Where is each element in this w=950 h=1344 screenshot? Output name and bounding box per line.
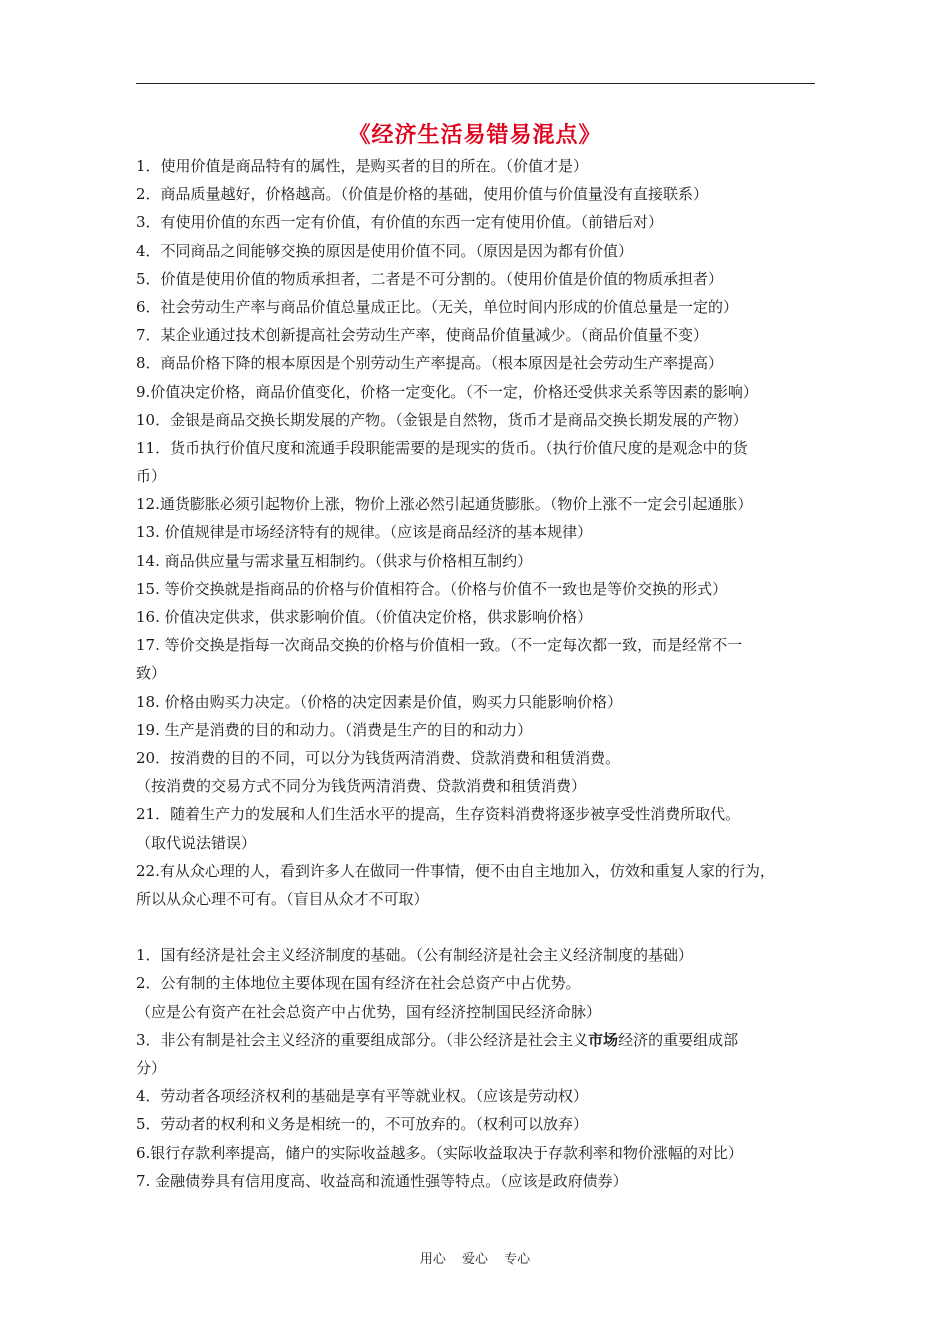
line-start: 3．非公有制是社会主义经济的重要组成部分。（非公经济是社会主义	[136, 1030, 589, 1049]
text-line: 11．货币执行价值尺度和流通手段职能需要的是现实的货币。（执行价值尺度的是观念中的货	[136, 438, 748, 457]
text-line: 6．社会劳动生产率与商品价值总量成正比。（无关，单位时间内形成的价值总量是一定的）	[136, 297, 739, 316]
text-line: 10．金银是商品交换长期发展的产物。（金银是自然物，货币才是商品交换长期发展的产物）	[136, 410, 748, 429]
text-line: 4．不同商品之间能够交换的原因是使用价值不同。（原因是因为都有价值）	[136, 241, 634, 260]
text-line: 16. 价值决定供求，供求影响价值。（价值决定价格，供求影响价格）	[136, 608, 593, 626]
text-line: 4．劳动者各项经济权利的基础是享有平等就业权。（应该是劳动权）	[136, 1087, 589, 1106]
document-title: 《经济生活易错易混点》	[348, 122, 602, 148]
text-line: 2．商品质量越好，价格越高。（价值是价格的基础，使用价值与价值量没有直接联系）	[136, 185, 709, 204]
text-line: 19. 生产是消费的目的和动力。（消费是生产的目的和动力）	[136, 720, 533, 739]
text-line: 18. 价格由购买力决定。（价格的决定因素是价值，购买力只能影响价格）	[136, 692, 623, 711]
section-1	[136, 152, 816, 913]
text-line: 21．随着生产力的发展和人们生活水平的提高，生存资料消费将逐步被享受性消费所取代。	[136, 805, 741, 824]
text-line: （应是公有资产在社会总资产中占优势，国有经济控制国民经济命脉）	[136, 1002, 602, 1021]
text-line: 分）	[136, 1059, 167, 1077]
header-rule	[136, 83, 815, 84]
text-line: 2．公有制的主体地位主要体现在国有经济在社会总资产中占优势。	[136, 974, 581, 993]
text-line: 3．有使用价值的东西一定有价值，有价值的东西一定有使用价值。（前错后对）	[136, 213, 664, 232]
emphasized-word: 市场	[588, 1030, 619, 1049]
text-line: 致）	[136, 664, 167, 683]
text-line: （按消费的交易方式不同分为钱货两清消费、贷款消费和租赁消费）	[136, 777, 587, 796]
text-line: 1．国有经济是社会主义经济制度的基础。（公有制经济是社会主义经济制度的基础）	[136, 946, 694, 965]
document-body	[136, 152, 816, 1195]
text-line: 7．某企业通过技术创新提高社会劳动生产率，使商品价值量减少。（商品价值量不变）	[136, 326, 709, 345]
text-line: 1．使用价值是商品特有的属性，是购买者的目的所在。（价值才是）	[136, 157, 589, 175]
text-line: 9.价值决定价格，商品价值变化，价格一定变化。（不一定，价格还受供求关系等因素的影响）	[136, 382, 758, 401]
text-line: 13. 价值规律是市场经济特有的规律。（应该是商品经济的基本规律）	[136, 523, 593, 542]
text-line: 22.有从众心理的人，看到许多人在做同一件事情，便不由自主地加入，仿效和重复人家的行为，	[136, 861, 775, 880]
text-line: 币）	[136, 467, 167, 486]
text-line: 5．劳动者的权利和义务是相统一的，不可放弃的。（权利可以放弃）	[136, 1115, 589, 1134]
text-line: 6.银行存款利率提高，储户的实际收益越多。（实际收益取决于存款利率和物价涨幅的对比）	[136, 1143, 743, 1162]
text-line: （取代说法错误）	[136, 833, 257, 852]
text-line: 8．商品价格下降的根本原因是个别劳动生产率提高。（根本原因是社会劳动生产率提高）	[136, 354, 724, 373]
page-footer: 用心 爱心 专心	[419, 1252, 531, 1267]
text-line: 所以从众心理不可有。（盲目从众才不可取）	[136, 889, 429, 908]
section-2	[136, 941, 816, 1195]
text-line: 12.通货膨胀必须引起物价上涨，物价上涨必然引起通货膨胀。（物价上涨不一定会引起通胀）	[136, 495, 753, 514]
text-line: 20．按消费的目的不同，可以分为钱货两清消费、贷款消费和租赁消费。	[136, 748, 621, 767]
text-line: 5．价值是使用价值的物质承担者，二者是不可分割的。（使用价值是价值的物质承担者）	[136, 269, 724, 288]
text-line: 17. 等价交换是指每一次商品交换的价格与价值相一致。（不一定每次都一致，而是经常不一	[136, 636, 743, 655]
section-gap	[136, 913, 816, 941]
text-line: 15. 等价交换就是指商品的价格与价值相符合。（价格与价值不一致也是等价交换的形式）	[136, 579, 728, 598]
line-end: 经济的重要组成部	[618, 1030, 739, 1049]
text-line-with-emphasis	[136, 1026, 816, 1054]
text-line: 7. 金融债券具有信用度高、收益高和流通性强等特点。（应该是政府债券）	[136, 1171, 628, 1190]
text-line: 14. 商品供应量与需求量互相制约。（供求与价格相互制约）	[136, 551, 533, 570]
